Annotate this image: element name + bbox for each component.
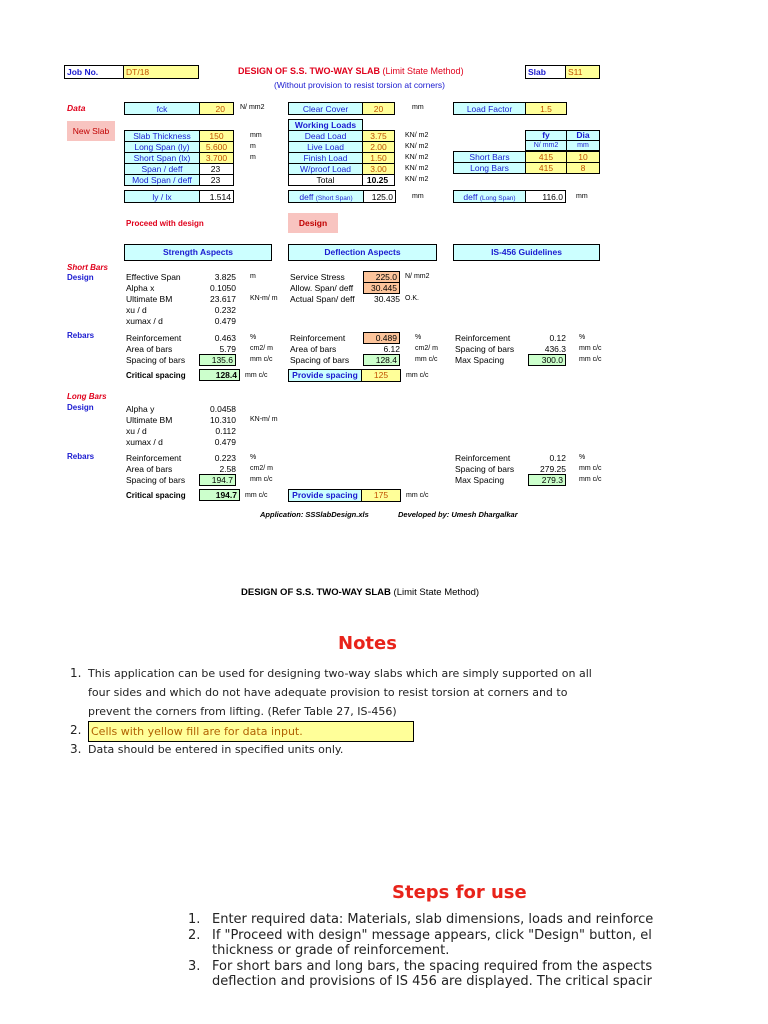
long-strength-label: Alpha y	[126, 404, 155, 414]
ratio-label: ly / lx	[124, 190, 200, 203]
short-rebar-deflection-label: Reinforcement	[290, 333, 346, 343]
long-rebar-strength-unit: mm c/c	[250, 476, 273, 483]
short-rebar-is456-value: 300.0	[528, 354, 566, 366]
short-critical-unit: mm c/c	[245, 372, 268, 379]
short-deflection-unit: N/ mm2	[405, 273, 430, 280]
long-strength-value: 0.0458	[210, 404, 236, 414]
short-rebar-deflection-unit: mm c/c	[415, 356, 438, 363]
short-rebar-deflection-label: Area of bars	[290, 344, 337, 354]
clear-cover-label: Clear Cover	[288, 102, 363, 115]
long-strength-unit: KN-m/ m	[250, 416, 278, 423]
step-text: For short bars and long bars, the spacing required from the aspects	[212, 959, 653, 974]
note-text: four sides and which do not have adequate provision to resist torsion at corners and to	[88, 686, 568, 699]
short-rebar-deflection-unit: cm2/ m	[415, 345, 438, 352]
slab-input-unit: m	[250, 154, 256, 161]
bar-fy-input[interactable]: 415	[525, 151, 567, 163]
long-rebars-label: Rebars	[67, 452, 95, 461]
long-provide-input[interactable]: 175	[361, 489, 401, 502]
bar-type-label: Long Bars	[453, 162, 526, 174]
working-load-input[interactable]: 1.50	[362, 152, 395, 164]
long-rebar-is456-label: Reinforcement	[455, 453, 511, 463]
short-strength-unit: m	[250, 273, 256, 280]
is456-guidelines-header: IS-456 Guidelines	[453, 244, 600, 261]
long-rebar-is456-unit: mm c/c	[579, 465, 602, 472]
slab-input-value: 23	[199, 163, 234, 175]
short-rebar-strength-unit: mm c/c	[250, 356, 273, 363]
short-rebar-deflection-value: 6.12	[383, 344, 400, 354]
long-rebar-is456-label: Spacing of bars	[455, 464, 515, 474]
slab-input-field[interactable]: 150	[199, 130, 234, 142]
short-strength-label: Ultimate BM	[126, 294, 173, 304]
long-rebar-is456-unit: mm c/c	[579, 476, 602, 483]
deff-long-value: 116.0	[525, 190, 566, 203]
working-load-label: Dead Load	[288, 130, 363, 142]
slab-input-field[interactable]: 5.600	[199, 141, 234, 153]
deff-long-unit: mm	[576, 193, 588, 200]
slab-input-unit: mm	[250, 132, 262, 139]
load-factor-label: Load Factor	[453, 102, 526, 115]
working-load-total: 10.25	[362, 174, 395, 186]
short-strength-value: 23.617	[210, 294, 236, 304]
step-text: deflection and provisions of IS 456 are displayed. The critical spacir	[212, 974, 652, 989]
slab-id-input[interactable]: S11	[565, 65, 600, 79]
long-rebar-strength-label: Reinforcement	[126, 453, 182, 463]
page-subtitle: (Without provision to resist torsion at corners)	[274, 80, 446, 90]
short-strength-label: xu / d	[126, 305, 147, 315]
design-button[interactable]: Design	[288, 213, 338, 233]
working-load-label: Live Load	[288, 141, 363, 153]
short-strength-value: 0.479	[214, 316, 236, 326]
long-critical-value: 194.7	[199, 489, 240, 501]
deff-short-unit: mm	[412, 193, 424, 200]
long-rebar-strength-label: Spacing of bars	[126, 475, 186, 485]
short-rebar-is456-label: Spacing of bars	[455, 344, 515, 354]
long-rebar-is456-value: 0.12	[549, 453, 566, 463]
job-no-input[interactable]: DT/18	[123, 65, 199, 79]
bar-type-label: Short Bars	[453, 151, 526, 163]
slab-input-label: Span / deff	[124, 163, 200, 175]
bar-fy-input[interactable]: 415	[525, 162, 567, 174]
deff-short-label: deff (Short Span)	[288, 190, 364, 203]
short-deflection-label: Allow. Span/ deff	[290, 283, 354, 293]
slab-input-value: 23	[199, 174, 234, 186]
slab-input-label: Mod Span / deff	[124, 174, 200, 186]
step-text: thickness or grade of reinforcement.	[212, 943, 450, 958]
long-rebar-is456-label: Max Spacing	[455, 475, 505, 485]
working-load-unit: KN/ m2	[405, 176, 429, 183]
short-provide-label: Provide spacing	[288, 369, 362, 382]
short-rebar-strength-label: Reinforcement	[126, 333, 182, 343]
short-rebar-deflection-label: Spacing of bars	[290, 355, 350, 365]
slab-input-label: Long Span (ly)	[124, 141, 200, 153]
short-rebar-deflection-unit: %	[415, 334, 422, 341]
short-rebar-deflection-value: 128.4	[363, 354, 400, 366]
clear-cover-input[interactable]: 20	[362, 102, 395, 115]
deff-short-value: 125.0	[363, 190, 396, 203]
short-rebar-is456-unit: mm c/c	[579, 345, 602, 352]
long-design-label: Design	[67, 403, 94, 412]
note-text: Cells with yellow fill are for data input.	[88, 721, 414, 742]
short-rebar-is456-unit: %	[579, 334, 586, 341]
long-strength-label: Ultimate BM	[126, 415, 173, 425]
long-rebar-is456-unit: %	[579, 454, 586, 461]
short-strength-unit: KN-m/ m	[250, 295, 278, 302]
short-deflection-value: 225.0	[363, 271, 400, 283]
short-rebar-strength-label: Spacing of bars	[126, 355, 186, 365]
step-number: 3.	[188, 959, 201, 974]
short-critical-label: Critical spacing	[126, 371, 186, 380]
short-rebar-is456-label: Reinforcement	[455, 333, 511, 343]
load-factor-input[interactable]: 1.5	[525, 102, 567, 115]
note-number: 3.	[70, 742, 82, 756]
notes-heading: Notes	[338, 633, 397, 654]
slab-label: Slab	[525, 65, 566, 79]
job-no-label: Job No.	[64, 65, 124, 79]
short-rebar-strength-value: 0.463	[214, 333, 236, 343]
note-number: 1.	[70, 666, 82, 680]
slab-input-unit: m	[250, 143, 256, 150]
working-load-unit: KN/ m2	[405, 132, 429, 139]
step-text: Enter required data: Materials, slab dimensions, loads and reinforce	[212, 912, 654, 927]
long-strength-value: 0.112	[215, 426, 236, 436]
short-provide-unit: mm c/c	[406, 372, 429, 379]
short-deflection-label: Service Stress	[290, 272, 345, 282]
slab-input-label: Short Span (lx)	[124, 152, 200, 164]
short-rebar-is456-value: 0.12	[549, 333, 566, 343]
step-text: If "Proceed with design" message appears, click "Design" button, el	[212, 928, 652, 943]
working-load-input[interactable]: 3.00	[362, 163, 395, 175]
short-rebar-is456-value: 436.3	[544, 344, 566, 354]
fy-header: fy	[525, 130, 567, 141]
working-loads-title: Working Loads	[288, 119, 363, 131]
working-load-unit: KN/ m2	[405, 165, 429, 172]
short-deflection-label: Actual Span/ deff	[290, 294, 355, 304]
short-provide-input[interactable]: 125	[361, 369, 401, 382]
strength-aspects-header: Strength Aspects	[124, 244, 272, 261]
clear-cover-unit: mm	[412, 104, 424, 111]
long-strength-label: xu / d	[126, 426, 147, 436]
long-rebar-strength-unit: cm2/ m	[250, 465, 273, 472]
bar-dia-input[interactable]: 10	[566, 151, 600, 163]
short-rebar-is456-label: Max Spacing	[455, 355, 505, 365]
working-load-label: Total	[288, 174, 363, 186]
proceed-message: Proceed with design	[126, 219, 204, 228]
footer-developer: Developed by: Umesh Dhargalkar	[398, 510, 518, 519]
long-strength-value: 10.310	[210, 415, 236, 425]
short-rebar-strength-unit: %	[250, 334, 257, 341]
deflection-aspects-header: Deflection Aspects	[288, 244, 437, 261]
long-rebar-strength-label: Area of bars	[126, 464, 173, 474]
short-bars-heading: Short Bars	[67, 263, 108, 272]
working-load-input[interactable]: 2.00	[362, 141, 395, 153]
long-rebar-is456-value: 279.25	[540, 464, 566, 474]
working-load-unit: KN/ m2	[405, 154, 429, 161]
footer-application: Application: SSSlabDesign.xls	[260, 510, 369, 519]
working-load-input[interactable]: 3.75	[362, 130, 395, 142]
short-rebar-strength-unit: cm2/ m	[250, 345, 273, 352]
short-design-label: Design	[67, 273, 94, 282]
working-load-unit: KN/ m2	[405, 143, 429, 150]
deff-long-label: deff (Long Span)	[453, 190, 526, 203]
dia-header: Dia	[566, 130, 600, 141]
long-critical-unit: mm c/c	[245, 492, 268, 499]
short-deflection-value: 30.445	[363, 282, 400, 294]
steps-heading: Steps for use	[392, 882, 527, 903]
long-rebar-strength-unit: %	[250, 454, 257, 461]
note-text: Data should be entered in specified units only.	[88, 743, 344, 756]
short-strength-label: xumax / d	[126, 316, 163, 326]
fck-input[interactable]: 20	[199, 102, 234, 115]
short-rebar-deflection-value: 0.489	[363, 332, 400, 344]
short-strength-value: 3.825	[214, 272, 236, 282]
data-label: Data	[67, 103, 86, 113]
note-text: This application can be used for designing two-way slabs which are simply supported on all	[88, 667, 592, 680]
short-strength-label: Alpha x	[126, 283, 155, 293]
long-rebar-strength-value: 0.223	[214, 453, 236, 463]
page-title: DESIGN OF S.S. TWO-WAY SLAB (Limit State Method)	[238, 66, 464, 76]
short-critical-value: 128.4	[199, 369, 240, 381]
fck-label: fck	[124, 102, 200, 115]
dia-unit: mm	[566, 140, 600, 151]
short-strength-label: Effective Span	[126, 272, 181, 282]
short-strength-value: 0.232	[214, 305, 236, 315]
ratio-value: 1.514	[199, 190, 234, 203]
note-text: prevent the corners from lifting. (Refer Table 27, IS-456)	[88, 705, 397, 718]
short-rebar-is456-unit: mm c/c	[579, 356, 602, 363]
long-rebar-strength-value: 194.7	[199, 474, 236, 486]
slab-input-field[interactable]: 3.700	[199, 152, 234, 164]
page2-title: DESIGN OF S.S. TWO-WAY SLAB (Limit State Method)	[241, 587, 480, 598]
long-provide-unit: mm c/c	[406, 492, 429, 499]
fy-unit: N/ mm2	[525, 140, 567, 151]
bar-dia-input[interactable]: 8	[566, 162, 600, 174]
long-bars-heading: Long Bars	[67, 392, 107, 401]
short-deflection-value: 30.435	[374, 294, 400, 304]
long-rebar-strength-value: 2.58	[219, 464, 236, 474]
short-strength-value: 0.1050	[210, 283, 236, 293]
short-rebars-label: Rebars	[67, 331, 95, 340]
fck-unit: N/ mm2	[240, 104, 265, 111]
working-load-label: Finish Load	[288, 152, 363, 164]
long-rebar-is456-value: 279.3	[528, 474, 566, 486]
slab-input-label: Slab Thickness	[124, 130, 200, 142]
long-critical-label: Critical spacing	[126, 491, 186, 500]
short-rebar-strength-value: 135.6	[199, 354, 236, 366]
short-deflection-unit: O.K.	[405, 295, 420, 302]
short-rebar-strength-value: 5.79	[219, 344, 236, 354]
short-rebar-strength-label: Area of bars	[126, 344, 173, 354]
new-slab-button[interactable]: New Slab	[67, 121, 115, 141]
long-provide-label: Provide spacing	[288, 489, 362, 502]
long-strength-label: xumax / d	[126, 437, 163, 447]
long-strength-value: 0.479	[214, 437, 236, 447]
working-load-label: W/proof Load	[288, 163, 363, 175]
note-number: 2.	[70, 723, 82, 737]
step-number: 2.	[188, 928, 201, 943]
step-number: 1.	[188, 912, 201, 927]
